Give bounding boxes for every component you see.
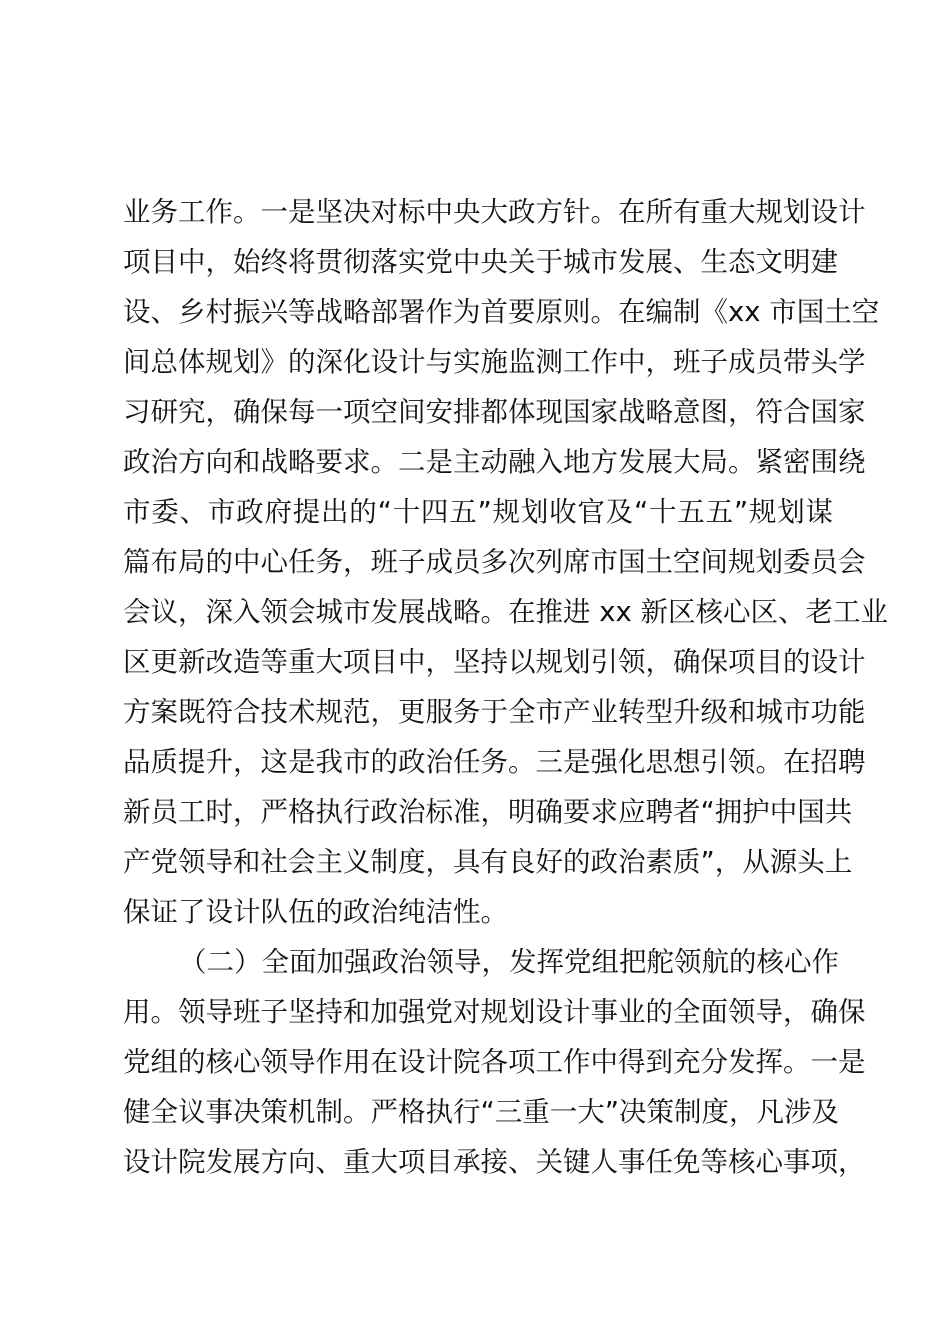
text-line: 设计院发展方向、重大项目承接、关键人事任免等核心事项，: [123, 1146, 866, 1178]
text-line: 业务工作。一是坚决对标中央大政方针。在所有重大规划设计: [123, 196, 866, 228]
section-heading-line: （二）全面加强政治领导，发挥党组把舵领航的核心作: [179, 946, 839, 978]
text-line: 习研究，确保每一项空间安排都体现国家战略意图，符合国家: [123, 396, 866, 428]
text-line: 方案既符合技术规范，更服务于全市产业转型升级和城市功能: [123, 696, 866, 728]
text-line: 区更新改造等重大项目中，坚持以规划引领，确保项目的设计: [123, 646, 866, 678]
text-line: 设、乡村振兴等战略部署作为首要原则。在编制《xx 市国土空: [123, 296, 880, 328]
text-line: 政治方向和战略要求。二是主动融入地方发展大局。紧密围绕: [123, 446, 866, 478]
paragraph-2: [123, 937, 866, 1187]
text-line: 用。领导班子坚持和加强党对规划设计事业的全面领导，确保: [123, 996, 866, 1028]
text-line: 间总体规划》的深化设计与实施监测工作中，班子成员带头学: [123, 346, 866, 378]
text-line: 党组的核心领导作用在设计院各项工作中得到充分发挥。一是: [123, 1046, 866, 1078]
paragraph-1: [123, 187, 889, 937]
text-line: 产党领导和社会主义制度，具有良好的政治素质”，从源头上: [123, 846, 853, 878]
text-line: 会议，深入领会城市发展战略。在推进 xx 新区核心区、老工业: [123, 596, 889, 628]
document-page: [123, 187, 889, 1187]
text-line: 新员工时，严格执行政治标准，明确要求应聘者“拥护中国共: [123, 796, 853, 828]
text-line: 保证了设计队伍的政治纯洁性。: [123, 896, 508, 928]
text-line: 篇布局的中心任务，班子成员多次列席市国土空间规划委员会: [123, 546, 866, 578]
text-line: 项目中，始终将贯彻落实党中央关于城市发展、生态文明建: [123, 246, 838, 278]
text-line: 健全议事决策机制。严格执行“三重一大”决策制度，凡涉及: [123, 1096, 839, 1128]
text-line: 市委、市政府提出的“十四五”规划收官及“十五五”规划谋: [123, 496, 833, 528]
text-line: 品质提升，这是我市的政治任务。三是强化思想引领。在招聘: [123, 746, 866, 778]
